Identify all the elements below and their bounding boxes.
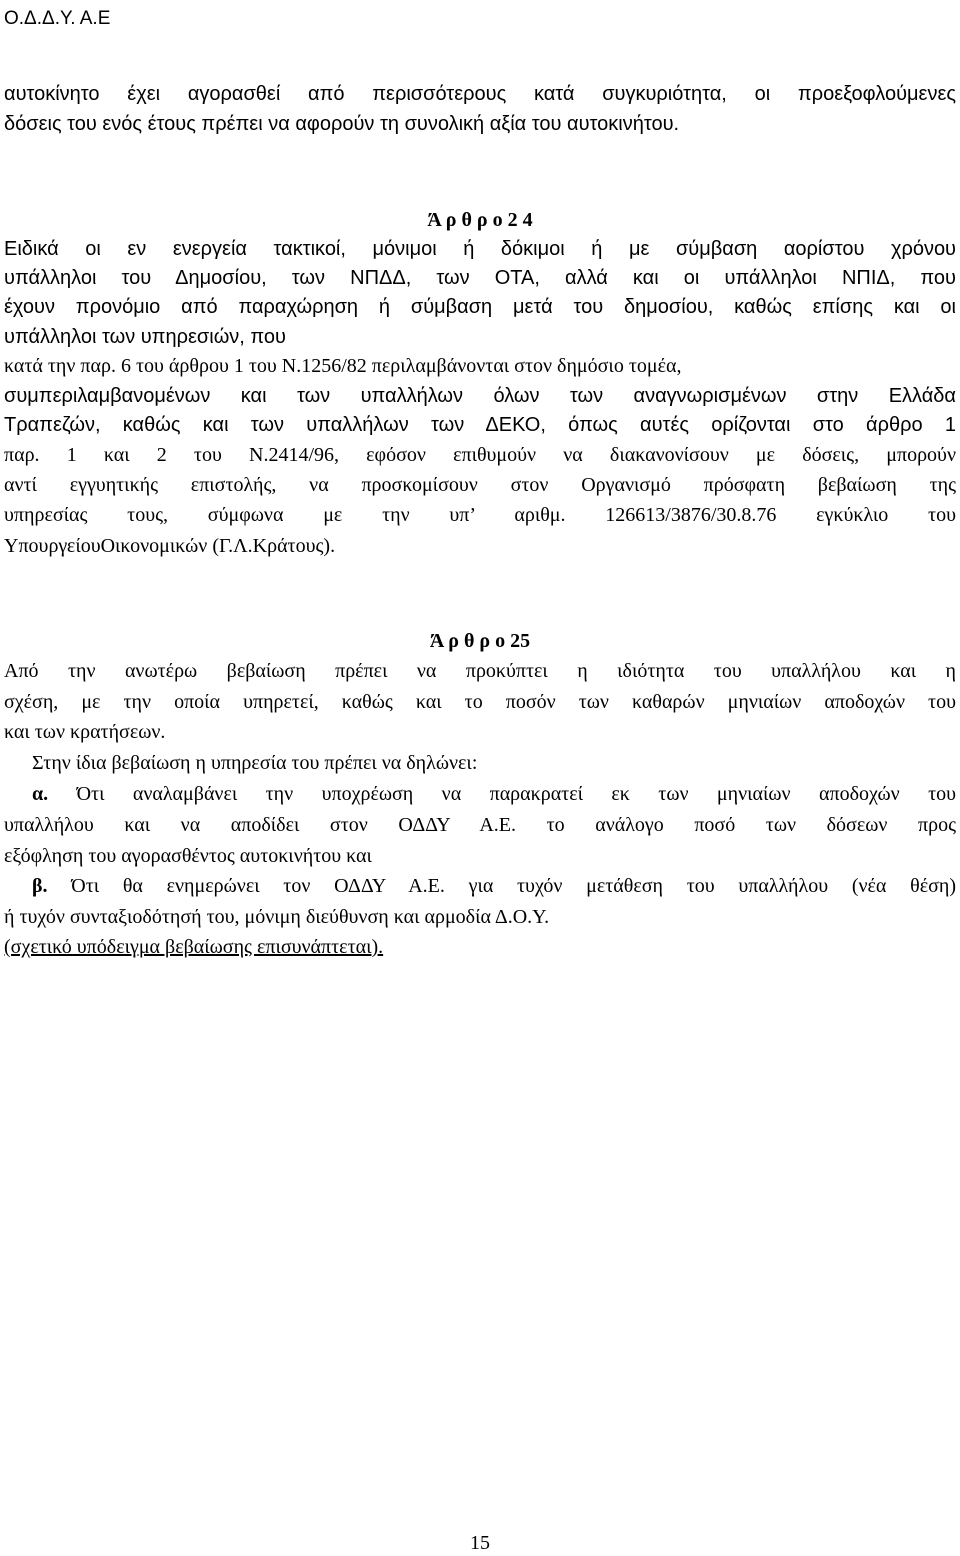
- article-25-statement: Στην ίδια βεβαίωση η υπηρεσία του πρέπει να δηλώνει:: [32, 752, 478, 774]
- article-24-line: παρ. 1 και 2 του Ν.2414/96, εφόσον επιθυμούν να διακανονίσουν με δόσεις, μπορούν: [4, 444, 956, 466]
- article-24-line: Τραπεζών, καθώς και των υπαλλήλων των ΔΕΚΟ, όπως αυτές ορίζονται στο άρθρο 1: [4, 414, 956, 436]
- article-25-line: σχέση, με την οποία υπηρετεί, καθώς και το ποσόν των καθαρών μηνιαίων αποδοχών του: [4, 691, 956, 713]
- item-b-line: ή τυχόν συνταξιοδότησή του, μόνιμη διεύθυνση και αρμοδία Δ.Ο.Υ.: [4, 906, 550, 928]
- article-24-title: Ά ρ θ ρ ο 2 4: [427, 209, 533, 231]
- article-24-line: υπάλληλοι των υπηρεσιών, που: [4, 326, 286, 348]
- item-b-text: Ότι θα ενημερώνει τον ΟΔΔΥ Α.Ε. για τυχόν μετάθεση του υπαλλήλου (νέα θέση): [71, 875, 957, 897]
- page-number: 15: [470, 1532, 490, 1554]
- article-25-line: και των κρατήσεων.: [4, 721, 166, 743]
- article-24-line: υπηρεσίας τους, σύμφωνα με την υπ’ αριθμ. 126613/3876/30.8.76 εγκύκλιο του: [4, 504, 956, 526]
- article-24-line: έχουν προνόμιο από παραχώρηση ή σύμβαση μετά του δημοσίου, καθώς επίσης και οι: [4, 296, 956, 318]
- header-org: Ο.Δ.Δ.Υ. Α.Ε: [4, 8, 111, 29]
- item-a-text: Ότι αναλαμβάνει την υποχρέωση να παρακρατεί εκ των μηνιαίων αποδοχών του: [76, 783, 957, 805]
- intro-line-2: δόσεις του ενός έτους πρέπει να αφορούν τη συνολική αξία του αυτοκινήτου.: [4, 113, 680, 135]
- item-a-first-line: [32, 781, 956, 807]
- article-25-line: Από την ανωτέρω βεβαίωση πρέπει να προκύπτει η ιδιότητα του υπαλλήλου και η: [4, 660, 956, 682]
- intro-line-1: αυτοκίνητο έχει αγορασθεί από περισσότερους κατά συγκυριότητα, οι προεξοφλούμενες: [4, 83, 956, 105]
- item-b-marker: β.: [32, 875, 48, 897]
- item-b-first-line: [32, 873, 956, 899]
- attachment-note: (σχετικό υπόδειγμα βεβαίωσης επισυνάπτεται).: [4, 936, 384, 958]
- article-24-line: συμπεριλαμβανομένων και των υπαλλήλων όλων των αναγνωρισμένων στην Ελλάδα: [4, 385, 956, 407]
- article-24-line: ΥπουργείουΟικονομικών (Γ.Λ.Κράτους).: [4, 535, 336, 557]
- item-a-line: εξόφληση του αγορασθέντος αυτοκινήτου και: [4, 845, 372, 867]
- item-a-line: υπαλλήλου και να αποδίδει στον ΟΔΔΥ Α.Ε. το ανάλογο ποσό των δόσεων προς: [4, 814, 956, 836]
- article-25-title: Ά ρ θ ρ ο 25: [429, 630, 531, 652]
- article-24-line: κατά την παρ. 6 του άρθρου 1 του Ν.1256/82 περιλαμβάνονται στον δημόσιο τομέα,: [4, 355, 682, 377]
- article-24-line: υπάλληλοι του Δημοσίου, των ΝΠΔΔ, των ΟΤΑ, αλλά και οι υπάλληλοι ΝΠΙΔ, που: [4, 267, 956, 289]
- article-24-line: Ειδικά οι εν ενεργεία τακτικοί, μόνιμοι ή δόκιμοι ή με σύμβαση αορίστου χρόνου: [4, 238, 956, 260]
- article-24-line: αντί εγγυητικής επιστολής, να προσκομίσουν στον Οργανισμό πρόσφατη βεβαίωση της: [4, 474, 956, 496]
- item-a-marker: α.: [32, 783, 49, 805]
